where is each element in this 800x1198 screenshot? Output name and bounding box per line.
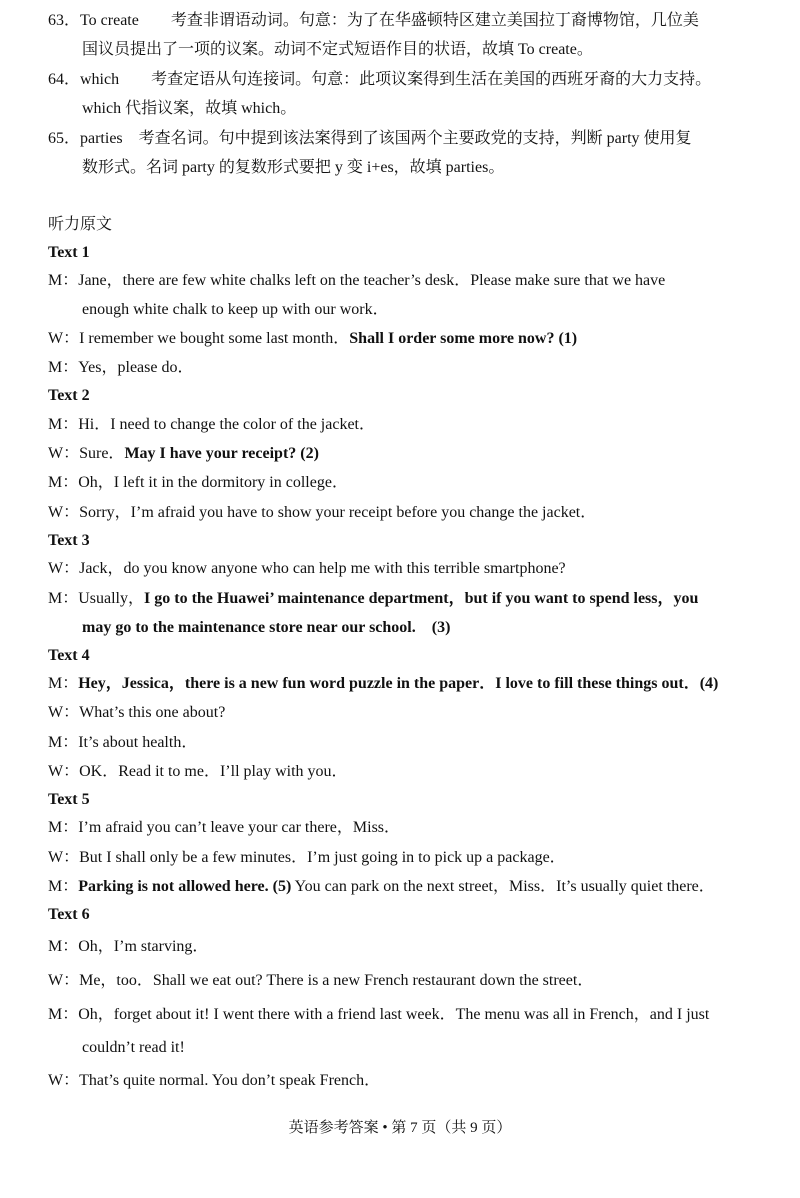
text6-line-a: M：Oh，I’m starving． xyxy=(48,938,209,955)
text5-line-b: W：But I shall only be a few minutes．I’m just going in to pick up a package． xyxy=(48,849,566,866)
text2-b-bold: May I have your receipt? (2) xyxy=(124,445,319,462)
text1-line-a2: enough white chalk to keep up with our work． xyxy=(82,301,389,318)
text4-a-plain: M： xyxy=(48,675,79,692)
text2-b-plain: W：Sure． xyxy=(48,445,125,462)
section-title: 听力原文 xyxy=(48,216,113,233)
text1-line-a1: M：Jane，there are few white chalks left on the teacher’s desk．Please make sure that we have xyxy=(48,272,666,289)
text3-b-plain: M：Usually， xyxy=(48,590,145,607)
text1-line-b xyxy=(48,328,764,350)
text3-line-b2: may go to the maintenance store near our school. (3) xyxy=(82,619,451,636)
text2-line-b xyxy=(48,443,764,465)
page-footer: 英语参考答案 • 第 7 页（共 9 页） xyxy=(288,1120,512,1136)
text2-line-d: W：Sorry，I’m afraid you have to show your receipt before you change the jacket． xyxy=(48,504,597,521)
text4-line-c: M：It’s about health． xyxy=(48,734,198,751)
text2-line-c: M：Oh，I left it in the dormitory in college． xyxy=(48,474,348,491)
text5-line-a: M：I’m afraid you can’t leave your car there，Miss． xyxy=(48,819,401,836)
text1-line-c: M：Yes，please do． xyxy=(48,359,194,376)
answer-63-line1: 63．To create 考查非谓语动词。句意：为了在华盛顿特区建立美国拉丁裔博物馆，几位美 xyxy=(48,12,699,29)
answer-63-line2: 国议员提出了一项的议案。动词不定式短语作目的状语，故填 To create。 xyxy=(82,41,593,58)
text1-heading: Text 1 xyxy=(48,244,90,261)
text1-b-plain: W：I remember we bought some last month． xyxy=(48,330,350,347)
answer-64-line1: 64．which 考查定语从句连接词。句意：此项议案得到生活在美国的西班牙裔的大力支持。 xyxy=(48,71,712,88)
text6-line-b: W：Me，too．Shall we eat out? There is a new French restaurant down the street． xyxy=(48,972,594,989)
text4-line-a xyxy=(48,673,764,695)
text1-b-bold: Shall I order some more now? (1) xyxy=(349,330,578,347)
text3-line-a: W：Jack，do you know anyone who can help me with this terrible smartphone? xyxy=(48,560,566,577)
text4-heading: Text 4 xyxy=(48,647,90,664)
answer-65-line1: 65．parties 考查名词。句中提到该法案得到了该国两个主要政党的支持，判断 party 使用复 xyxy=(48,130,692,147)
text6-heading: Text 6 xyxy=(48,906,90,923)
text6-line-c1: M：Oh，forget about it! I went there with a friend last week．The menu was all in French，and I just xyxy=(48,1006,710,1023)
text5-c-pre: M： xyxy=(48,878,79,895)
text3-line-b xyxy=(48,588,764,610)
text5-heading: Text 5 xyxy=(48,791,90,808)
answer-64-line2: which 代指议案，故填 which。 xyxy=(82,100,297,117)
text5-c-post: You can park on the next street，Miss．It’s usually quiet there． xyxy=(291,878,715,895)
text2-heading: Text 2 xyxy=(48,387,90,404)
text2-line-a: M：Hi．I need to change the color of the jacket． xyxy=(48,416,376,433)
text4-line-d: W：OK．Read it to me．I’ll play with you． xyxy=(48,763,348,780)
text6-line-c2: couldn’t read it! xyxy=(82,1039,185,1056)
answer-65-line2: 数形式。名词 party 的复数形式要把 y 变 i+es，故填 parties。 xyxy=(82,159,505,176)
text5-c-bold: Parking is not allowed here. (5) xyxy=(78,878,292,895)
text4-line-b: W：What’s this one about? xyxy=(48,704,226,721)
text5-line-c xyxy=(48,876,764,898)
text3-b-bold: I go to the Huawei’ maintenance department，but if you want to spend less，you xyxy=(144,590,699,607)
text6-line-d: W：That’s quite normal. You don’t speak French． xyxy=(48,1072,381,1089)
text3-heading: Text 3 xyxy=(48,532,90,549)
text4-a-bold: Hey，Jessica，there is a new fun word puzzle in the paper．I love to fill these things out．(4) xyxy=(78,675,719,692)
